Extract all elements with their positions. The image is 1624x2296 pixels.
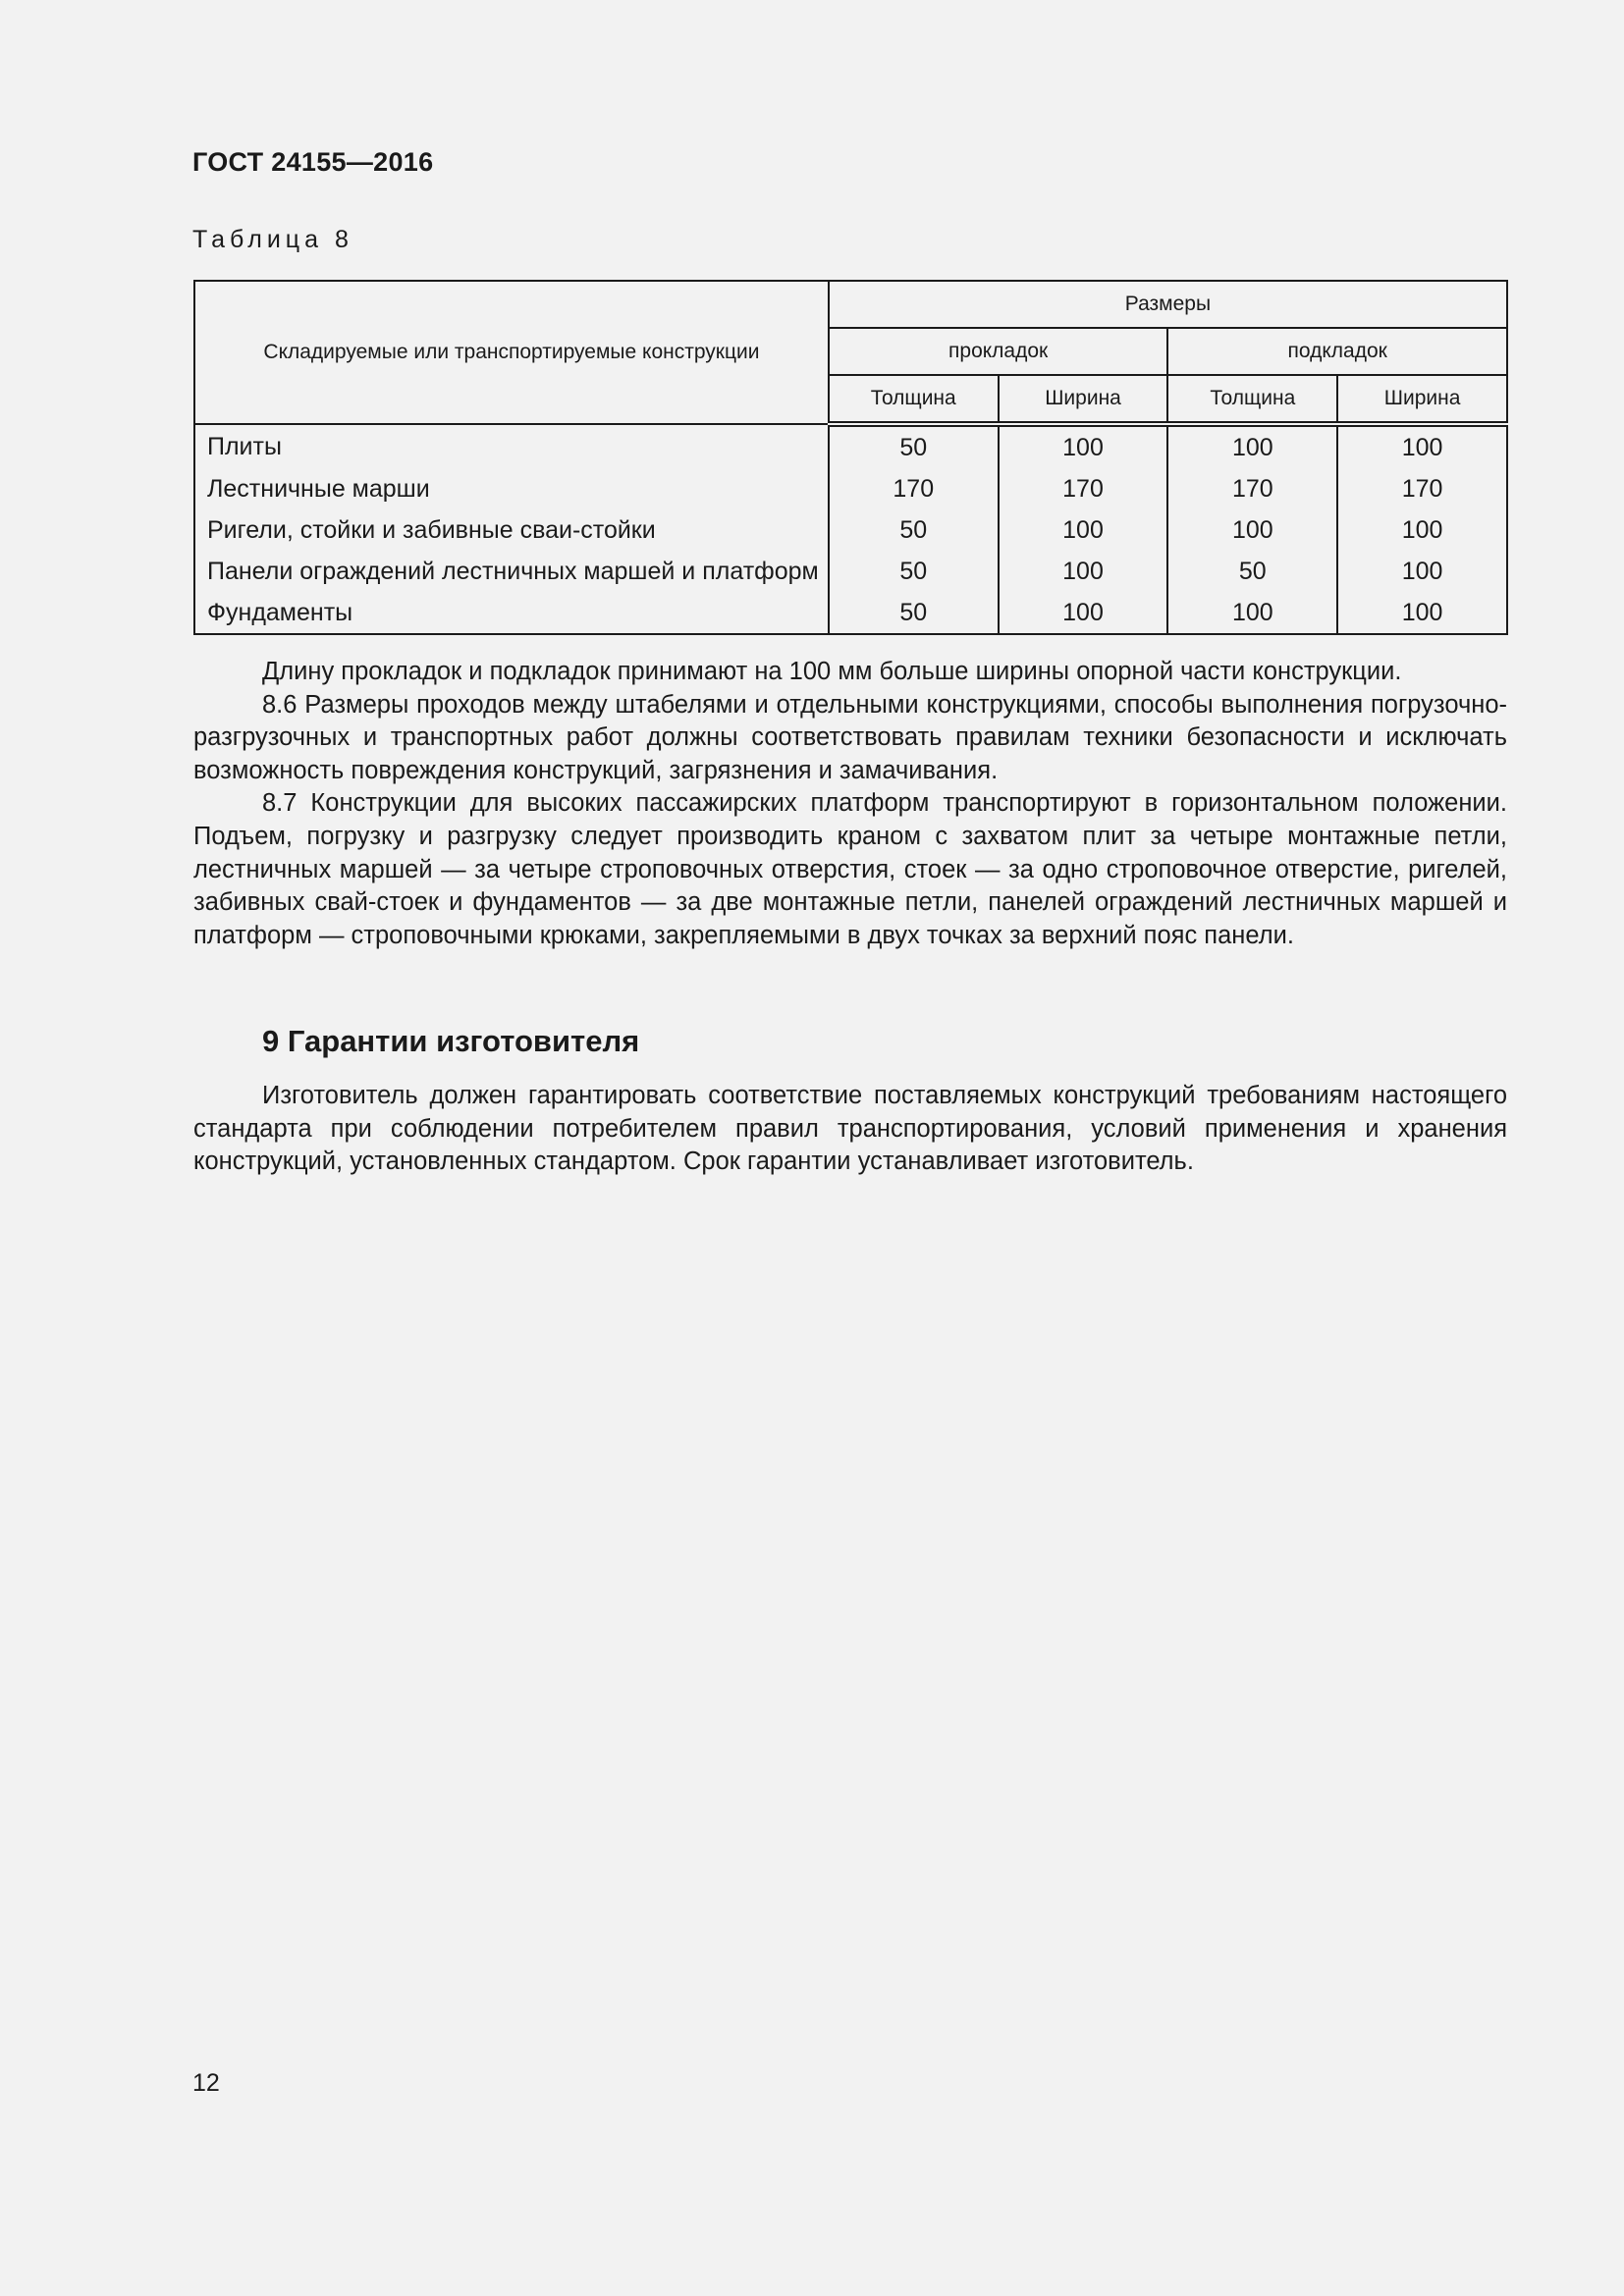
cell-pad-thickness: 170 [829, 468, 999, 509]
cell-pad-thickness: 50 [829, 551, 999, 592]
header-pads: прокладок [829, 328, 1168, 375]
row-name: Лестничные марши [194, 468, 829, 509]
cell-underlay-width: 100 [1337, 551, 1507, 592]
paragraph-pad-length: Длину прокладок и подкладок принимают на 100 мм больше ширины опорной части конструкции. [262, 658, 1402, 685]
table-row [194, 551, 1507, 592]
row-name: Фундаменты [194, 592, 829, 634]
table-row [194, 424, 1507, 468]
cell-underlay-thickness: 170 [1167, 468, 1337, 509]
cell-underlay-width: 100 [1337, 509, 1507, 551]
row-name: Панели ограждений лестничных маршей и платформ [194, 551, 829, 592]
cell-underlay-width: 170 [1337, 468, 1507, 509]
header-sizes: Размеры [829, 281, 1507, 328]
section-9-title: 9 Гарантии изготовителя [262, 1024, 640, 1058]
cell-underlay-thickness: 50 [1167, 551, 1337, 592]
section-8-text [193, 656, 1507, 952]
table-row [194, 468, 1507, 509]
cell-pad-width: 100 [999, 592, 1168, 634]
cell-underlay-width: 100 [1337, 424, 1507, 468]
header-underlays: подкладок [1167, 328, 1507, 375]
header-pad-width: Ширина [999, 375, 1168, 424]
cell-pad-width: 170 [999, 468, 1168, 509]
page-number: 12 [192, 2069, 220, 2097]
cell-underlay-width: 100 [1337, 592, 1507, 634]
cell-pad-width: 100 [999, 424, 1168, 468]
section-9-text [193, 1080, 1507, 1179]
paragraph-8-7: 8.7 Конструкции для высоких пассажирских платформ транспортируют в горизонтальном положении. Подъем, погрузку и разгрузку следует производить краном с захватом плит за четыре монтажные петли, лестничных маршей — за четыре строповочных отверстия, стоек — за одно строповочное отверстие, ригелей, забивных свай-стоек и фундаментов — за две монтажные петли, панелей ограждений лестничных маршей и платформ — строповочными крюками, закрепляемыми в двух точках за верхний пояс панели. [193, 789, 1507, 949]
row-name: Плиты [194, 424, 829, 468]
cell-underlay-thickness: 100 [1167, 592, 1337, 634]
cell-pad-width: 100 [999, 509, 1168, 551]
row-name: Ригели, стойки и забивные сваи-стойки [194, 509, 829, 551]
cell-pad-width: 100 [999, 551, 1168, 592]
paragraph-9: Изготовитель должен гарантировать соответствие поставляемых конструкций требованиям настоящего стандарта при соблюдении потребителем правил транспортирования, условий применения и хранения конструкций, установленных стандартом. Срок гарантии устанавливает изготовитель. [193, 1082, 1507, 1176]
paragraph-8-6: 8.6 Размеры проходов между штабелями и отдельными конструкциями, способы выполнения погрузочно-разгрузочных и транспортных работ должны соответствовать правилам техники безопасности и исключать возможность повреждения конструкций, загрязнения и замачивания. [193, 690, 1507, 784]
document-header: ГОСТ 24155—2016 [192, 147, 434, 177]
header-underlay-thickness: Толщина [1167, 375, 1337, 424]
cell-pad-thickness: 50 [829, 509, 999, 551]
table-row [194, 509, 1507, 551]
cell-pad-thickness: 50 [829, 592, 999, 634]
cell-underlay-thickness: 100 [1167, 509, 1337, 551]
table-caption: Таблица 8 [192, 226, 353, 253]
table-row [194, 592, 1507, 634]
header-underlay-width: Ширина [1337, 375, 1507, 424]
header-structures: Складируемые или транспортируемые конструкции [194, 281, 829, 424]
cell-pad-thickness: 50 [829, 424, 999, 468]
cell-underlay-thickness: 100 [1167, 424, 1337, 468]
sizes-table [193, 280, 1508, 635]
header-pad-thickness: Толщина [829, 375, 999, 424]
